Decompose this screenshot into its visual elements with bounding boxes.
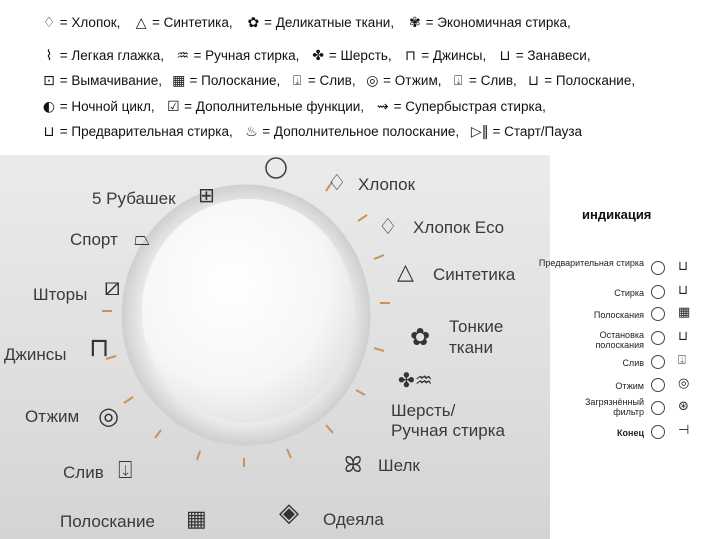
indicator-label: Остановка полоскания [595, 330, 644, 350]
indicator-label: Загрязнённый фильтр [584, 397, 644, 417]
rinse-icon: ▦ [186, 507, 207, 532]
drain-icon: ⍗ [292, 73, 302, 89]
spin-icon: ◎ [98, 402, 119, 430]
indicator-lamp-prewash [651, 261, 665, 275]
legend-line-5 [42, 124, 582, 140]
symbol-legend [0, 0, 702, 155]
night-cycle-icon: ◐ [42, 99, 56, 115]
rinse-hold-icon: ⊔ [528, 73, 539, 89]
legend-text: = Слив, [307, 73, 356, 88]
program-wool-hand-wash[interactable]: Шерсть/ [391, 401, 456, 420]
soak-icon: ⊡ [43, 73, 55, 89]
program-cotton[interactable]: Хлопок [358, 175, 416, 194]
legend-text: = Отжим, [383, 73, 442, 88]
indicator-label: Полоскания [593, 310, 644, 320]
legend-text: = Дополнительное полоскание, [262, 124, 460, 139]
program-spin[interactable]: Отжим [25, 407, 80, 426]
easy-iron-icon: ⌇ [45, 48, 53, 64]
legend-text: = Ночной цикл, [59, 99, 155, 114]
indicator-label: Предварительная стирка [538, 258, 644, 268]
delicates-icon: ✿ [410, 323, 431, 351]
duvet-icon: ◈ [279, 498, 299, 528]
program-dial-knob[interactable] [142, 199, 354, 423]
prewash-icon: ⊔ [43, 124, 55, 140]
program-curtains[interactable]: Шторы [33, 285, 88, 304]
program-synthetics[interactable]: Синтетика [433, 265, 516, 284]
indicator-label: Конец [617, 428, 644, 438]
program-silk[interactable]: Шелк [378, 456, 420, 475]
legend-text: = Полоскание, [544, 73, 636, 88]
shirt-icon: ⊞ [198, 183, 215, 207]
legend-text: = Хлопок, [59, 15, 121, 30]
legend-text: = Слив, [469, 73, 517, 88]
silk-icon: ꕤ [344, 453, 363, 478]
legend-text: = Деликатные ткани, [264, 15, 395, 30]
indicator-lamp-end [651, 425, 665, 439]
jeans-icon: ⊓ [89, 333, 110, 363]
delicates-icon: ✿ [247, 15, 260, 31]
dirty-filter-icon: ⊛ [678, 399, 689, 414]
jeans-icon: ⊓ [404, 48, 416, 64]
extra-functions-icon: ☑ [167, 99, 180, 115]
drain-icon: ⍗ [678, 353, 686, 368]
indicator-lamp-spin [651, 378, 665, 392]
indication-panel [538, 155, 702, 539]
drain-icon: ⍗ [454, 73, 463, 89]
wool-icon: ✤ [312, 48, 325, 64]
indicator-lamp-rinse [651, 307, 665, 321]
indicator-label: Слив [622, 358, 644, 368]
super-quick-icon: ⇝ [376, 99, 389, 115]
control-panel-photo [0, 155, 550, 539]
wool-hand-wash-icon: ✤♒ [398, 368, 433, 392]
program-drain[interactable]: Слив [63, 463, 104, 482]
program-cotton-eco[interactable]: Хлопок Eco [413, 218, 505, 237]
rinse-icon: ▦ [172, 73, 186, 89]
indicator-label: Отжим [615, 381, 644, 391]
end-icon: ⊣ [678, 423, 690, 438]
legend-text: = Ручная стирка, [193, 48, 300, 63]
legend-text: = Шерсть, [328, 48, 392, 63]
indicator-lamp-drain [651, 355, 665, 369]
legend-text: = Дополнительные функции, [184, 99, 365, 114]
legend-text: = Легкая глажка, [59, 48, 164, 63]
drain-icon: ⍗ [118, 456, 133, 484]
rinse-icon: ▦ [678, 305, 691, 320]
legend-text: = Синтетика, [151, 15, 233, 30]
program-wool-hand-wash-line2: Ручная стирка [391, 421, 505, 440]
legend-line-4 [42, 99, 546, 115]
rinse-hold-icon: ⊔ [678, 329, 689, 344]
wash-icon: ⊔ [678, 283, 689, 298]
curtains-icon: ⧄ [104, 272, 121, 302]
hand-wash-icon: ♒ [176, 48, 190, 64]
cotton-icon: ♢ [327, 171, 347, 196]
legend-text: = Экономичная стирка, [425, 15, 571, 30]
indication-title: индикация [582, 207, 652, 222]
indicator-lamp-wash [651, 285, 665, 299]
spin-icon: ◎ [678, 376, 690, 391]
program-duvet[interactable]: Одеяла [323, 510, 384, 529]
program-jeans[interactable]: Джинсы [4, 345, 67, 364]
spin-icon: ◎ [366, 73, 379, 89]
legend-line-3 [42, 73, 635, 89]
legend-text: = Джинсы, [421, 48, 487, 63]
legend-text: = Занавеси, [515, 48, 591, 63]
curtains-icon: ⊔ [499, 48, 511, 64]
legend-text: = Предварительная стирка, [59, 124, 233, 139]
eco-wash-icon: ✾ [408, 15, 421, 31]
prewash-icon: ⊔ [678, 259, 689, 274]
program-delicates[interactable]: Тонкие [449, 317, 504, 336]
cotton-eco-icon: ♢ [378, 215, 398, 240]
legend-text: = Супербыстрая стирка, [393, 99, 546, 114]
synthetics-icon: △ [135, 15, 147, 31]
cotton-icon: ♢ [42, 15, 56, 31]
legend-text: = Полоскание, [189, 73, 281, 88]
legend-line-1 [42, 15, 571, 31]
extra-rinse-icon: ♨ [245, 124, 258, 140]
legend-text: = Старт/Пауза [492, 124, 583, 139]
program-sport[interactable]: Спорт [70, 230, 118, 249]
sport-icon: ⏢ [134, 226, 150, 250]
start-pause-icon: ▷‖ [470, 124, 489, 140]
synthetics-icon: △ [397, 260, 414, 285]
program-rinse[interactable]: Полоскание [60, 512, 155, 531]
indicator-lamp-filter [651, 401, 665, 415]
indicator-lamp-rinse-hold [651, 331, 665, 345]
legend-text: = Вымачивание, [59, 73, 162, 88]
indicator-label: Стирка [614, 288, 644, 298]
program-delicates-line2: ткани [449, 338, 493, 357]
legend-line-2 [42, 48, 591, 64]
program-5-shirts[interactable]: 5 Рубашек [92, 189, 176, 208]
